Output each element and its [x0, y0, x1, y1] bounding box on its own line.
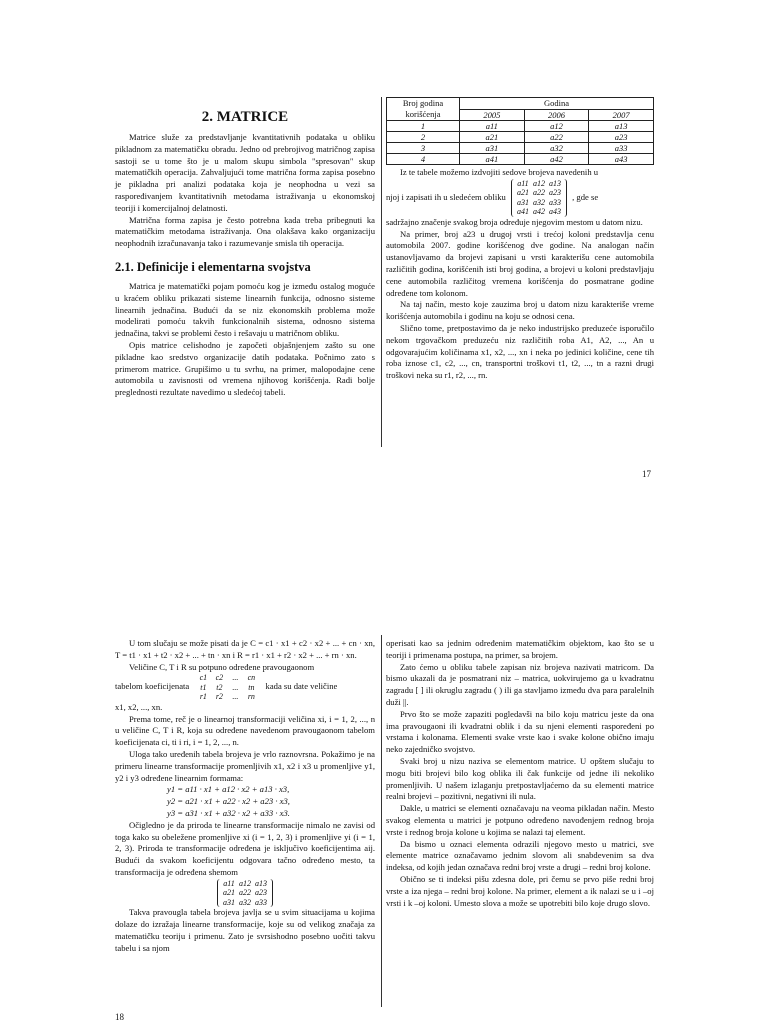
table-cell: a21 — [460, 132, 525, 143]
right-paragraph-2: Na primer, broj a23 u drugoj vrsti i trećoj koloni predstavlja cenu automobila 2007. godine korišćenog dve godine. Na analogan način ustanovljavamo da brojevi zapisani u vrsti karakterišu cene automobila različitih godina, korišćenih isti broj godina, a brojevi u koloni predstavljaju cene automobila različitog vremena korišćenja do posmatrane godine određene tom kolonom. — [386, 228, 654, 298]
intro-paragraph-1: Matrice služe za predstavljanje kvantitativnih podataka u obliku pikladnom za matematičku obradu. Jedno od prebrojivog matričnog zapisa sastoji se u tome što je u malom skupu simbola "spresovan" skup matematičkih operacija. Zahvaljujući tome matrična forma zapisa posebno je pikladna pri analizi podataka koja je neophodna u vezi sa raspoređivanjem kvantitativnih metodama istraživanja u ekonomskoj teoriji i komercijalnoj delatnosti. — [115, 132, 375, 213]
matrix-entry: a21 — [223, 888, 235, 898]
page-17 — [0, 0, 768, 500]
variables-line: x1, x2, ..., xn. — [115, 701, 163, 712]
matrix-entry: a33 — [548, 197, 561, 207]
matrix-3x3 — [217, 879, 273, 908]
matrix-paragraph-2: Zato ćemo u obliku tabele zapisan niz brojeva nazivati matricom. Da bismo ukazali da je posmatrani niz – matrica, uokvirujemo ga u kvadratnu zagradu [ ] ili okruglu zagradu ( ) ili ga stavljamo između dva para paralelnih duži ||. — [386, 661, 654, 707]
coef-entry: ... — [232, 692, 239, 702]
intro-paragraph-2: Matrična forma zapisa je često potrebna kada treba pribegnuti ka matematičkim metodama istraživanja. Ona olakšava kako organizaciju neophodnih izračunavanja tako i razumevanje smisla tih operacija. — [115, 214, 375, 249]
coef-lead-text: tabelom koeficijenata — [115, 681, 190, 692]
matrix-entry: a43 — [548, 207, 561, 217]
table-row — [387, 132, 654, 143]
transform-paragraph-6: Uloga tako uređenih tabela brojeva je vrlo raznovrsna. Pokažimo je na primeru linearne transformacije promenljivih x1, x2 i x3 u promenljive y1, y2 i y3 određene linearnim formama: — [115, 749, 375, 783]
matrix-entry: a22 — [239, 888, 251, 898]
coef-trail-text: kada su date veličine — [265, 681, 338, 692]
table-cell: a12 — [524, 121, 589, 132]
column-divider — [381, 97, 382, 447]
coef-entry: t2 — [216, 682, 223, 692]
matrix-entry: a12 — [239, 878, 251, 888]
year-cell: 2007 — [589, 109, 654, 121]
matrix-entry: a11 — [223, 878, 235, 888]
equation-1: y1 = a11 · x1 + a12 · x2 + a13 · x3, — [167, 784, 290, 795]
year-cell: 2006 — [524, 109, 589, 121]
equation-2: y2 = a21 · x1 + a22 · x2 + a23 · x3, — [167, 796, 290, 807]
coefficient-line — [115, 673, 375, 702]
matrix-entry: a21 — [516, 188, 529, 198]
coef-entry: ... — [232, 682, 239, 692]
table-cell: a22 — [524, 132, 589, 143]
coef-entry: t1 — [200, 682, 207, 692]
transform-paragraph-7: Očigledno je da priroda te linearne transformacije nimalo ne zavisi od toga kako su obeležene promenljive xi (i = 1, 2, 3) i promenljive yi (i = 1, 2, 3). Priroda te transformacije određena je isključivo koeficijentima aij. Budući da svakom koeficijentu odgovara tačno određeno mesto, ta transformacija je određena shemom — [115, 819, 375, 878]
page-18 — [0, 500, 768, 1024]
table-cell: a33 — [589, 143, 654, 154]
matrix-entry: a23 — [255, 888, 267, 898]
after-table-line-1: Iz te tabele možemo izdvojiti sedove brojeva navedenih u — [400, 167, 599, 177]
section-title: 2.1. Definicije i elementarna svojstva — [115, 259, 311, 274]
table-cell: a32 — [524, 143, 589, 154]
coef-entry: c1 — [199, 673, 208, 683]
right-column — [386, 638, 654, 909]
table-head-left — [387, 98, 460, 121]
matrix-paragraph-3: Prvo što se može zapaziti pogledavši na bilo koju matricu jeste da ona ima pravougaoni ili kvadratni oblik i da su njeni elementi raspoređeni po vrstama i kolonama. Elementi svake vrste kao i svake kolone obično imaju neko zajedničko svojstvo. — [386, 708, 654, 755]
right-paragraph-1: sadržajno značenje svakog broja određuje njegovim mestom u datom nizu. — [386, 216, 643, 227]
definition-paragraph-2: Opis matrice celishodno je započeti objašnjenjem zašto su one pikladne kao sredstvo organizacije datih podataka. Počnimo zato s primerom matrice. Grupišimo u tu svrhu, na primer, malopodajne cene automobila u zavisnosti od vremena njihovog korišćenja. Radi bolje preglednosti rezultate navedimo u sledećoj tabeli. — [115, 339, 375, 398]
matrix-lead-text: njoj i zapisati ih u sledećem obliku — [386, 191, 506, 202]
coefficient-table — [195, 673, 259, 702]
matrix-trail-text: , gde se — [572, 191, 599, 202]
matrix-entry: a13 — [548, 178, 561, 188]
equation-3: y3 = a31 · x1 + a32 · x2 + a33 · x3. — [167, 808, 290, 819]
page-number: 17 — [642, 469, 651, 479]
matrix-entry: a42 — [532, 207, 545, 217]
table-cell: a42 — [524, 154, 589, 165]
matrix-entry: a13 — [255, 878, 267, 888]
coef-entry: tn — [248, 682, 255, 692]
matrix-entry: a31 — [516, 197, 529, 207]
coef-entry: c2 — [215, 673, 224, 683]
matrix-entry: a41 — [516, 207, 529, 217]
matrix-3x3-wrap — [115, 879, 375, 908]
matrix-paragraph-7: Obično se ti indeksi pišu zdesna dole, pri čemu se prvo piše redni broj vrste a iza njega – redni broj kolone. Na primer, element a ik nalazi se u i –oj vrsti i k –oj koloni. Umesto slova a može se upotrebiti bilo koje drugo slovo. — [386, 873, 654, 908]
after-table-line-2 — [386, 179, 654, 217]
coef-entry: cn — [247, 673, 256, 683]
page-number: 18 — [115, 1012, 124, 1022]
coef-entry: r2 — [215, 692, 223, 702]
table-cell: a41 — [460, 154, 525, 165]
head-left-line-1: Broj godina — [402, 98, 444, 108]
left-column — [115, 638, 375, 955]
matrix-entry: a23 — [548, 188, 561, 198]
matrix-entry: a32 — [239, 897, 251, 907]
row-label: 3 — [387, 143, 460, 154]
car-price-table — [386, 97, 654, 165]
coef-entry: r1 — [199, 692, 207, 702]
year-cell: 2005 — [460, 109, 525, 121]
column-divider — [381, 635, 382, 1007]
table-cell: a13 — [589, 121, 654, 132]
matrix-entry: a12 — [532, 178, 545, 188]
transform-paragraph-2: Veličine C, T i R su potpuno određene pravougaonom — [129, 661, 315, 672]
matrix-entry: a31 — [223, 897, 235, 907]
table-row — [387, 121, 654, 132]
head-left-line-2: korišćenja — [405, 109, 441, 119]
matrix-entry: a22 — [532, 188, 545, 198]
table-head-right: Godina — [460, 98, 654, 110]
right-column — [386, 97, 654, 382]
coef-entry: rn — [247, 692, 255, 702]
row-label: 2 — [387, 132, 460, 143]
matrix-entry: a11 — [517, 178, 529, 188]
coef-entry: ... — [232, 673, 239, 683]
matrix-paragraph-5: Dakle, u matrici se elementi označavaju na veoma pikladan način. Mesto svakog elementa u matrici je potpuno određeno navođenjem rednog broja vrste i rednog broja kolone u kojima se nalazi taj element. — [386, 803, 654, 837]
left-column — [115, 108, 375, 399]
row-label: 1 — [387, 121, 460, 132]
matrix-paragraph-6: Da bismo u oznaci elementa odrazili njegovo mesto u matrici, sve elemente matrice označavamo jednim slovom ali snabdevenim sa dva indeksa, od kojih jedan označava redni broj vrste a drugi – redni broj kolone. — [386, 838, 654, 873]
table-row — [387, 154, 654, 165]
right-paragraph-4: Slično tome, pretpostavimo da je neko industrijsko preduzeće isporučilo nekom trgovačkom preduzeću niz različitih roba A1, A2, ..., An u odgovarajućim količinama x1, x2, ..., xn i neka po jedinici količine, cene tih roba iznose c1, c2, ..., cn, transportni troškovi t1, t2, ..., tn a razni drugi troškovi neka su r1, r2, ..., rn. — [386, 322, 654, 381]
table-cell: a11 — [460, 121, 525, 132]
row-label: 4 — [387, 154, 460, 165]
transform-paragraph-1: U tom slučaju se može pisati da je C = c1 · x1 + c2 · x2 + ... + cn · xn, T = t1 · x1 + t2 · x2 + ... + tn · xn i R = r1 · x1 + r2 · x2 + ... + rn · xn. — [115, 638, 375, 660]
matrix-4x3 — [511, 179, 567, 217]
table-row — [387, 143, 654, 154]
transform-paragraph-8: Takva pravougla tabela brojeva javlja se u svim situacijama u kojima dolaze do izražaja linearne transformacije, koje su od velikog značaja za matematičku teoriju i primenu. Zato je svrsishodno posebno uočiti takvu tabelu i sa njom — [115, 907, 375, 953]
matrix-entry: a33 — [255, 897, 267, 907]
right-paragraph-3: Na taj način, mesto koje zauzima broj u datom nizu karakteriše vreme korišćenja automobila i godinu na koju se odnosi cena. — [386, 299, 654, 322]
table-cell: a23 — [589, 132, 654, 143]
chapter-title: 2. MATRICE — [201, 109, 289, 125]
matrix-entry: a32 — [532, 197, 545, 207]
matrix-paragraph-1: operisati kao sa jednim određenim matematičkim objektom, kao što se u teoriji i primenama postupa, na primer, sa brojem. — [386, 638, 654, 660]
transform-paragraph-5: Prema tome, reč je o linearnoj transformaciji veličina xi, i = 1, 2, ..., n u veličine C, T i R, koja su određene navedenom pravougaonom tabelom koeficijenata ci, ti i ri, i = 1, 2, ..., n. — [115, 713, 375, 748]
table-cell: a31 — [460, 143, 525, 154]
table-cell: a43 — [589, 154, 654, 165]
matrix-paragraph-4: Svaki broj u nizu naziva se elementom matrice. U opštem slučaju to mogu biti brojevi bilo kog oblika ili čak funkcije od jedne ili nekoliko promenljivih. U našem izlaganju pretpostavljaćemo da su elementi matrice realni brojevi – pozitivni, negativni ili nula. — [386, 755, 654, 802]
definition-paragraph-1: Matrica je matematički pojam pomoću kog je između ostalog moguće u kraćem obliku prikazati sisteme linearnih funkcija, odnosno sisteme linearnih jednačina. Budući da se niz ekonomskih problema može modelirati pomoću takvih funkcionalnih sistema, odnosno sistema jednačina, takvi se problemi često i rešavaju u matričnom obliku. — [115, 280, 375, 339]
